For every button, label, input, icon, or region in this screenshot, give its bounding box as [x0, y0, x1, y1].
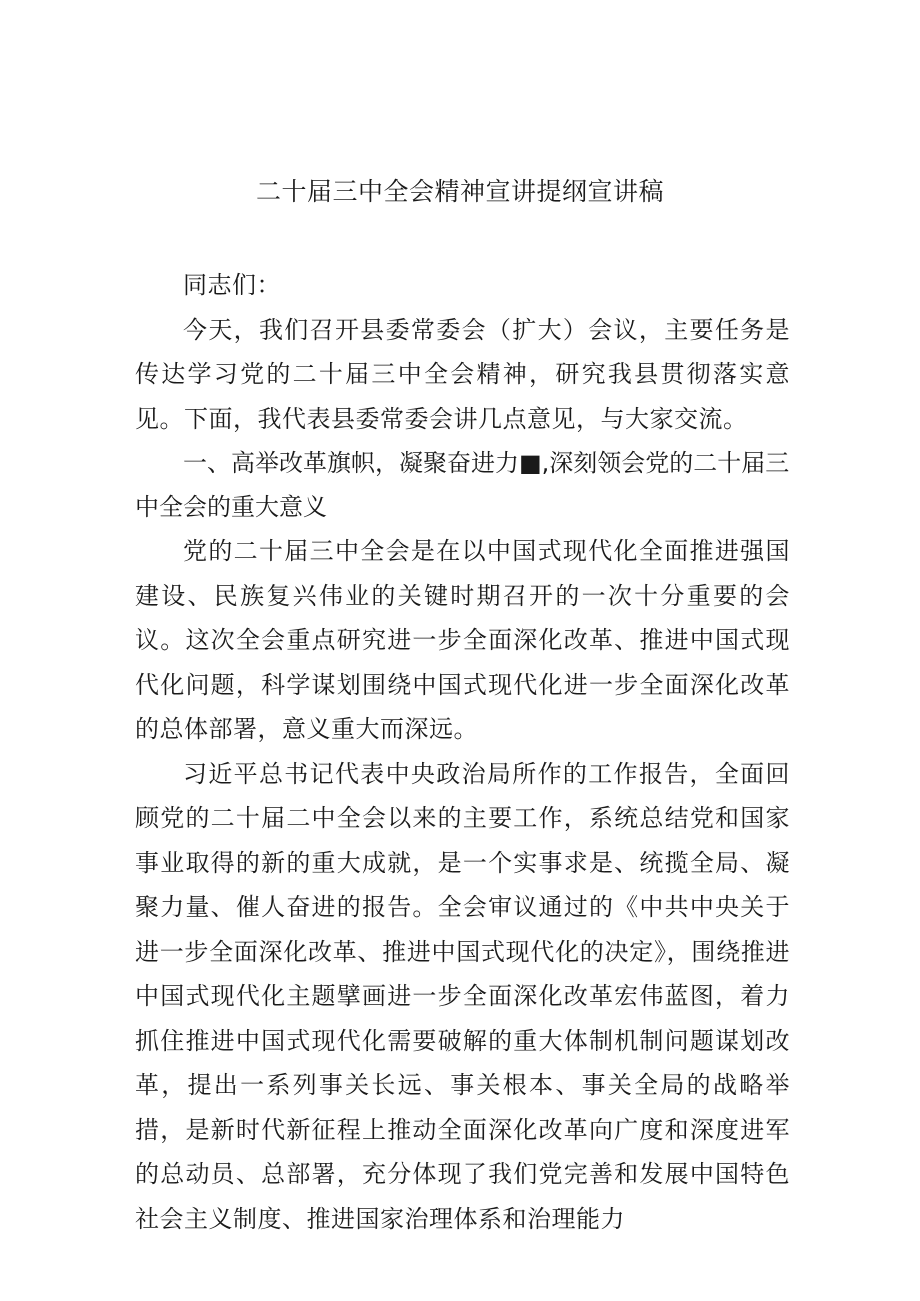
document-title: 二十届三中全会精神宣讲提纲宣讲稿 — [255, 177, 664, 206]
intro-paragraph: 今天，我们召开县委常委会（扩大）会议，主要任务是传达学习党的二十届三中全会精神，研究我县贯彻落实意见。下面，我代表县委常委会讲几点意见，与大家交流。 — [135, 315, 790, 433]
body-paragraph-1: 党的二十届三中全会是在以中国式现代化全面推进强国建设、民族复兴伟业的关键时期召开的一次十分重要的会议。这次全会重点研究进一步全面深化改革、推进中国式现代化问题，科学谋划围绕中国式现代化进一步全面深化改革的总体部署，意义重大而深远。 — [135, 537, 790, 743]
salutation: 同志们： — [183, 271, 281, 299]
body-paragraph-2: 习近平总书记代表中央政治局所作的工作报告，全面回顾党的二十届二中全会以来的主要工作，系统总结党和国家事业取得的新的重大成就，是一个实事求是、统揽全局、凝聚力量、催人奋进的报告。全会审议通过的《中共中央关于进一步全面深化改革、推进中国式现代化的决定》，围绕推进中国式现代化主题擘画进一步全面深化改革宏伟蓝图，着力抓住推进中国式现代化需要破解的重大体制机制问题谋划改革，提出一系列事关长远、事关根本、事关全局的战略举措，是新时代新征程上推动全面深化改革向广度和深度进军的总动员、总部署，充分体现了我们党完善和发展中国特色社会主义制度、推进国家治理体系和治理能力 — [135, 759, 790, 1233]
document-body — [135, 263, 790, 1241]
section-heading: 一、高举改革旗帜，凝聚奋进力■,深刻领会党的二十届三中全会的重大意义 — [135, 449, 790, 521]
